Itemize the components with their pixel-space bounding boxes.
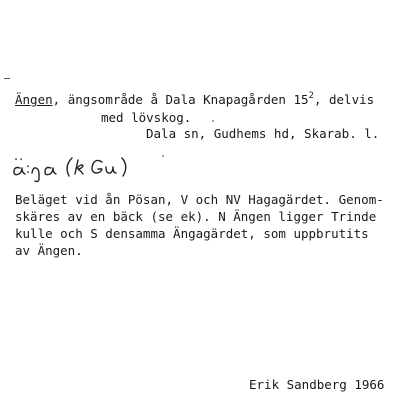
speck xyxy=(162,155,164,157)
entry-tail: , delvis xyxy=(313,92,375,107)
headword: Ängen xyxy=(15,92,53,107)
description-line-1: Beläget vid ån Pösan, V och NV Hagagärdet. Genom- xyxy=(15,192,384,207)
entry-text: , ängsområde å Dala Knapagården 15 xyxy=(52,92,309,107)
entry-line-2: med lövskog. xyxy=(101,110,192,125)
description-line-3: kulle och S densamma Ängagärdet, som uppbrutits xyxy=(15,226,369,241)
entry-line-1 xyxy=(15,92,374,108)
speck xyxy=(212,120,214,122)
location-line: Dala sn, Gudhems hd, Skarab. l. xyxy=(146,126,380,141)
handwritten-pronunciation xyxy=(8,146,148,186)
description-line-4: av Ängen. xyxy=(15,243,83,258)
entry-superscript: 2 xyxy=(308,90,314,101)
corner-mark xyxy=(4,78,10,79)
signature: Erik Sandberg 1966 xyxy=(249,377,385,392)
description-line-2: skäres av en bäck (se ek). N Ängen ligger Trinde xyxy=(15,209,377,224)
